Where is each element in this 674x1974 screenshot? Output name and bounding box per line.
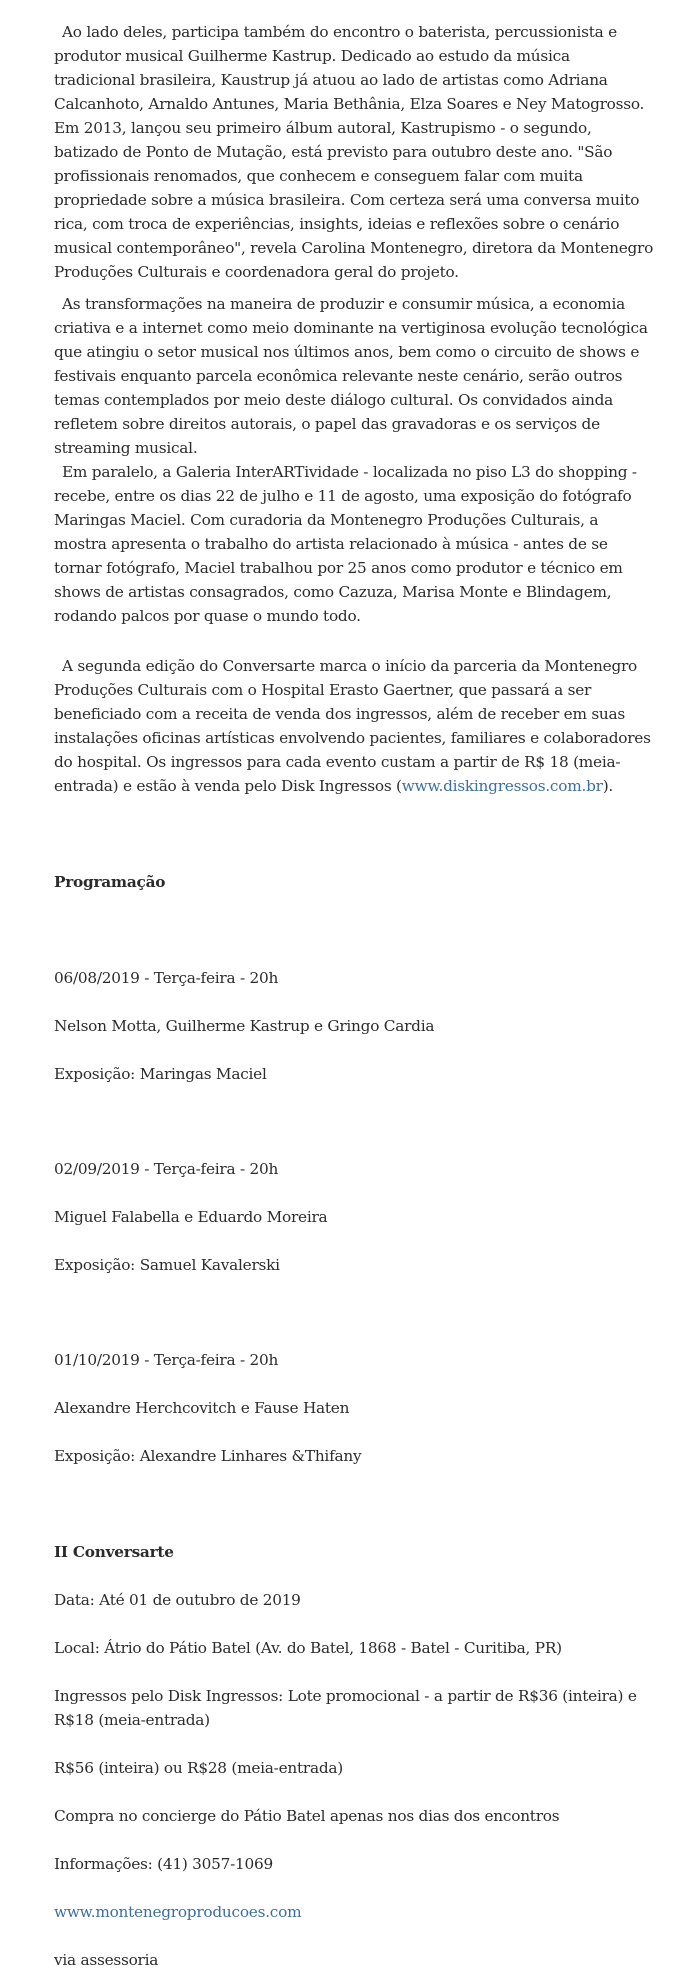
paragraph-partnership-end: ). <box>602 777 614 795</box>
info-website-line <box>54 1900 301 1924</box>
paragraph-transformations: As transformações na maneira de produzir e consumir música, a economia criativa e a internet como meio dominante na vertiginosa evolução tecnológica que atingiu o setor musical nos últimos anos, bem como o circuito de shows e festivais enquanto parcela econômica relevante neste cenário, serão outros temas contemplados por meio deste diálogo cultural. Os convidados ainda refletem sobre direitos autorais, o papel das gravadoras e os serviços de streaming musical. <box>54 295 648 457</box>
event-3-guests: Alexandre Herchcovitch e Fause Haten <box>54 1399 350 1417</box>
info-prices: R$56 (inteira) ou R$28 (meia-entrada) <box>54 1759 343 1777</box>
event-2-guests: Miguel Falabella e Eduardo Moreira <box>54 1208 328 1226</box>
info-heading: II Conversarte <box>54 1543 174 1561</box>
event-3-exhibition: Exposição: Alexandre Linhares &Thifany <box>54 1447 362 1465</box>
event-1-exhibition: Exposição: Maringas Maciel <box>54 1065 267 1083</box>
info-location: Local: Átrio do Pátio Batel (Av. do Batel, 1868 - Batel - Curitiba, PR) <box>54 1639 562 1657</box>
event-2-date: 02/09/2019 - Terça-feira - 20h <box>54 1160 279 1178</box>
montenegro-website-link[interactable]: www.montenegroproducoes.com <box>54 1903 302 1921</box>
info-concierge: Compra no concierge do Pátio Batel apenas nos dias dos encontros <box>54 1807 560 1825</box>
info-phone: Informações: (41) 3057-1069 <box>54 1855 273 1873</box>
info-source: via assessoria <box>54 1951 159 1969</box>
info-date: Data: Até 01 de outubro de 2019 <box>54 1591 301 1609</box>
paragraph-partnership-text: A segunda edição do Conversarte marca o início da parceria da Montenegro Produções Culturais com o Hospital Erasto Gaertner, que passará a ser beneficiado com a receita de venda dos ingressos, além de receber em suas instalações oficinas artísticas envolvendo pacientes, familiares e colaboradores do hospital. Os ingressos para cada evento custam a partir de R$ 18 (meia-entrada) e estão à venda pelo Disk Ingressos ( <box>54 657 651 795</box>
paragraph-kastrup: Ao lado deles, participa também do encontro o baterista, percussionista e produtor musical Guilherme Kastrup. Dedicado ao estudo da música tradicional brasileira, Kaustrup já atuou ao lado de artistas como Adriana Calcanhoto, Arnaldo Antunes, Maria Bethânia, Elza Soares e Ney Matogrosso. Em 2013, lançou seu primeiro álbum autoral, Kastrupismo - o segundo, batizado de Ponto de Mutação, está previsto para outubro deste ano. "São profissionais renomados, que conhecem e conseguem falar com muita propriedade sobre a música brasileira. Com certeza será uma conversa muito rica, com troca de experiências, insights, ideias e reflexões sobre o cenário musical contemporâneo", revela Carolina Montenegro, diretora da Montenegro Produções Culturais e coordenadora geral do projeto. <box>54 23 654 281</box>
diskingressos-link[interactable]: www.diskingressos.com.br <box>401 777 603 795</box>
schedule-heading: Programação <box>54 873 166 891</box>
paragraph-gallery: Em paralelo, a Galeria InterARTividade - localizada no piso L3 do shopping - recebe, entre os dias 22 de julho e 11 de agosto, uma exposição do fotógrafo Maringas Maciel. Com curadoria da Montenegro Produções Culturais, a mostra apresenta o trabalho do artista relacionado à música - antes de se tornar fotógrafo, Maciel trabalhou por 25 anos como produtor e técnico em shows de artistas consagrados, como Cazuza, Marisa Monte e Blindagem, rodando palcos por quase o mundo todo. <box>54 463 637 625</box>
event-1-date: 06/08/2019 - Terça-feira - 20h <box>54 969 279 987</box>
paragraph-partnership <box>54 654 654 798</box>
event-3-date: 01/10/2019 - Terça-feira - 20h <box>54 1351 279 1369</box>
info-tickets: Ingressos pelo Disk Ingressos: Lote promocional - a partir de R$36 (inteira) e R$18 (meia-entrada) <box>54 1687 637 1729</box>
event-1-guests: Nelson Motta, Guilherme Kastrup e Gringo Cardia <box>54 1017 435 1035</box>
event-2-exhibition: Exposição: Samuel Kavalerski <box>54 1256 280 1274</box>
